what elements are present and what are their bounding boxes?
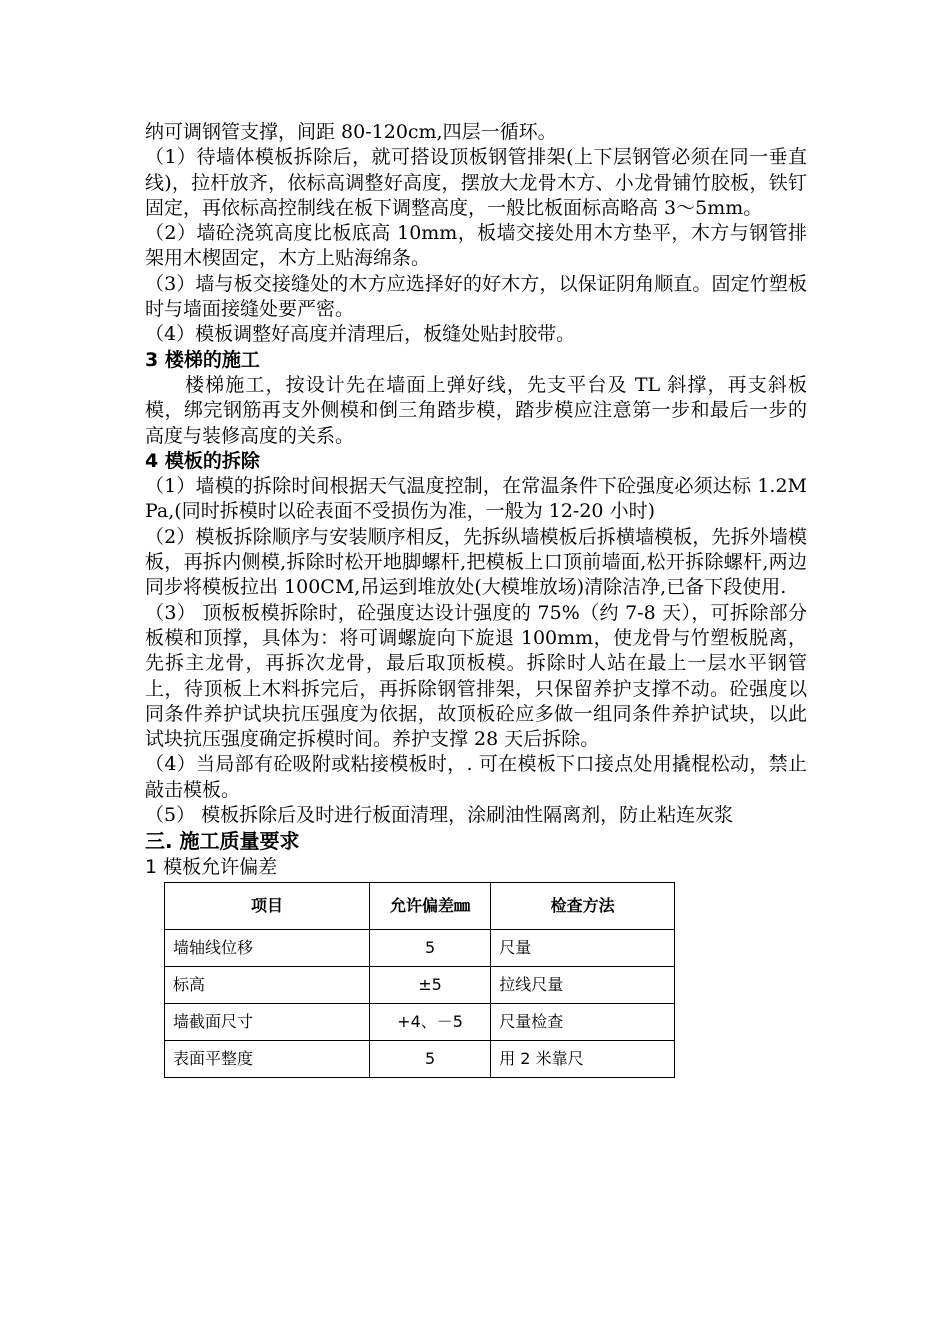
table-row [165, 1003, 675, 1040]
cell-tolerance: +4、－5 [369, 1003, 490, 1040]
cell-tolerance: ±5 [369, 966, 490, 1003]
table-row [165, 1040, 675, 1077]
cell-item: 表面平整度 [165, 1040, 370, 1077]
paragraph: （1）墙模的拆除时间根据天气温度控制，在常温条件下砼强度必须达标 1.2MPa,(同时拆模时以砼表面不受损伤为准，一般为 12-20 小时) [145, 475, 807, 523]
cell-item: 墙截面尺寸 [165, 1003, 370, 1040]
table-header-row [165, 882, 675, 929]
paragraph: 纳可调钢管支撑，间距 80-120cm,四层一循环。 [145, 121, 557, 143]
cell-method: 拉线尺量 [491, 966, 675, 1003]
subheading-tolerance: 1 模板允许偏差 [145, 856, 278, 879]
paragraph: （3）墙与板交接缝处的木方应选择好的好木方，以保证阴角顺直。固定竹塑板时与墙面接缝处要严密。 [145, 272, 807, 321]
document-page [145, 120, 807, 1078]
cell-item: 标高 [165, 966, 370, 1003]
paragraph: （1）待墙体模板拆除后，就可搭设顶板钢管排架(上下层钢管必须在同一垂直线)，拉杆放齐，依标高调整好高度，摆放大龙骨木方、小龙骨铺竹胶板，铁钉固定，再依标高控制线在板下调整高度，一般比板面标高略高 3～5mm。 [145, 146, 807, 219]
cell-method: 用 2 米靠尺 [491, 1040, 675, 1077]
cell-item: 墙轴线位移 [165, 929, 370, 966]
paragraph: 楼梯施工，按设计先在墙面上弹好线，先支平台及 TL 斜撑，再支斜板模，绑完钢筋再支外侧模和倒三角踏步模，踏步模应注意第一步和最后一步的高度与装修高度的关系。 [145, 373, 807, 447]
cell-tolerance: 5 [369, 1040, 490, 1077]
cell-method: 尺量 [491, 929, 675, 966]
paragraph: （2）模板拆除顺序与安装顺序相反，先拆纵墙模板后拆横墙模板，先拆外墙模板，再拆内侧模,拆除时松开地脚螺杆,把模板上口顶前墙面,松开拆除螺杆,两边同步将模板拉出 100CM,吊运到堆放处(大模堆放场)清除洁净,已备下段使用. [145, 525, 807, 599]
cell-method: 尺量检查 [491, 1003, 675, 1040]
section-heading-stairs: 3 楼梯的施工 [145, 348, 260, 371]
cell-tolerance: 5 [369, 929, 490, 966]
header-tolerance: 允许偏差㎜ [369, 882, 490, 929]
table-row [165, 966, 675, 1003]
table-row [165, 929, 675, 966]
paragraph: （4）当局部有砼吸附或粘接模板时，. 可在模板下口接点处用撬棍松动，禁止敲击模板。 [145, 753, 807, 801]
chapter-heading-quality: 三. 施工质量要求 [145, 829, 300, 854]
header-method: 检查方法 [491, 882, 675, 929]
paragraph: （2）墙砼浇筑高度比板底高 10mm，板墙交接处用木方垫平，木方与钢管排架用木楔固定，木方上贴海绵条。 [145, 222, 807, 270]
header-item: 项目 [165, 882, 370, 929]
section-heading-removal: 4 模板的拆除 [145, 449, 260, 472]
paragraph: （3） 顶板板模拆除时，砼强度达设计强度的 75%（约 7-8 天），可拆除部分板模和顶撑，具体为：将可调螺旋向下旋退 100mm，使龙骨与竹塑板脱离，先拆主龙骨，再拆次龙骨，最后取顶板模。拆除时人站在最上一层水平钢管上，待顶板上木料拆完后，再拆除钢管排架，只保留养护支撑不动。砼强度以同条件养护试块抗压强度为依据，故顶板砼应多做一组同条件养护试块，以此试块抗压强度确定拆模时间。养护支撑 28 天后拆除。 [145, 601, 807, 751]
paragraph: （4）模板调整好高度并清理后，板缝处贴封胶带。 [145, 323, 576, 346]
tolerance-table [164, 882, 675, 1078]
paragraph: （5） 模板拆除后及时进行板面清理，涂刷油性隔离剂，防止粘连灰浆 [145, 804, 734, 827]
